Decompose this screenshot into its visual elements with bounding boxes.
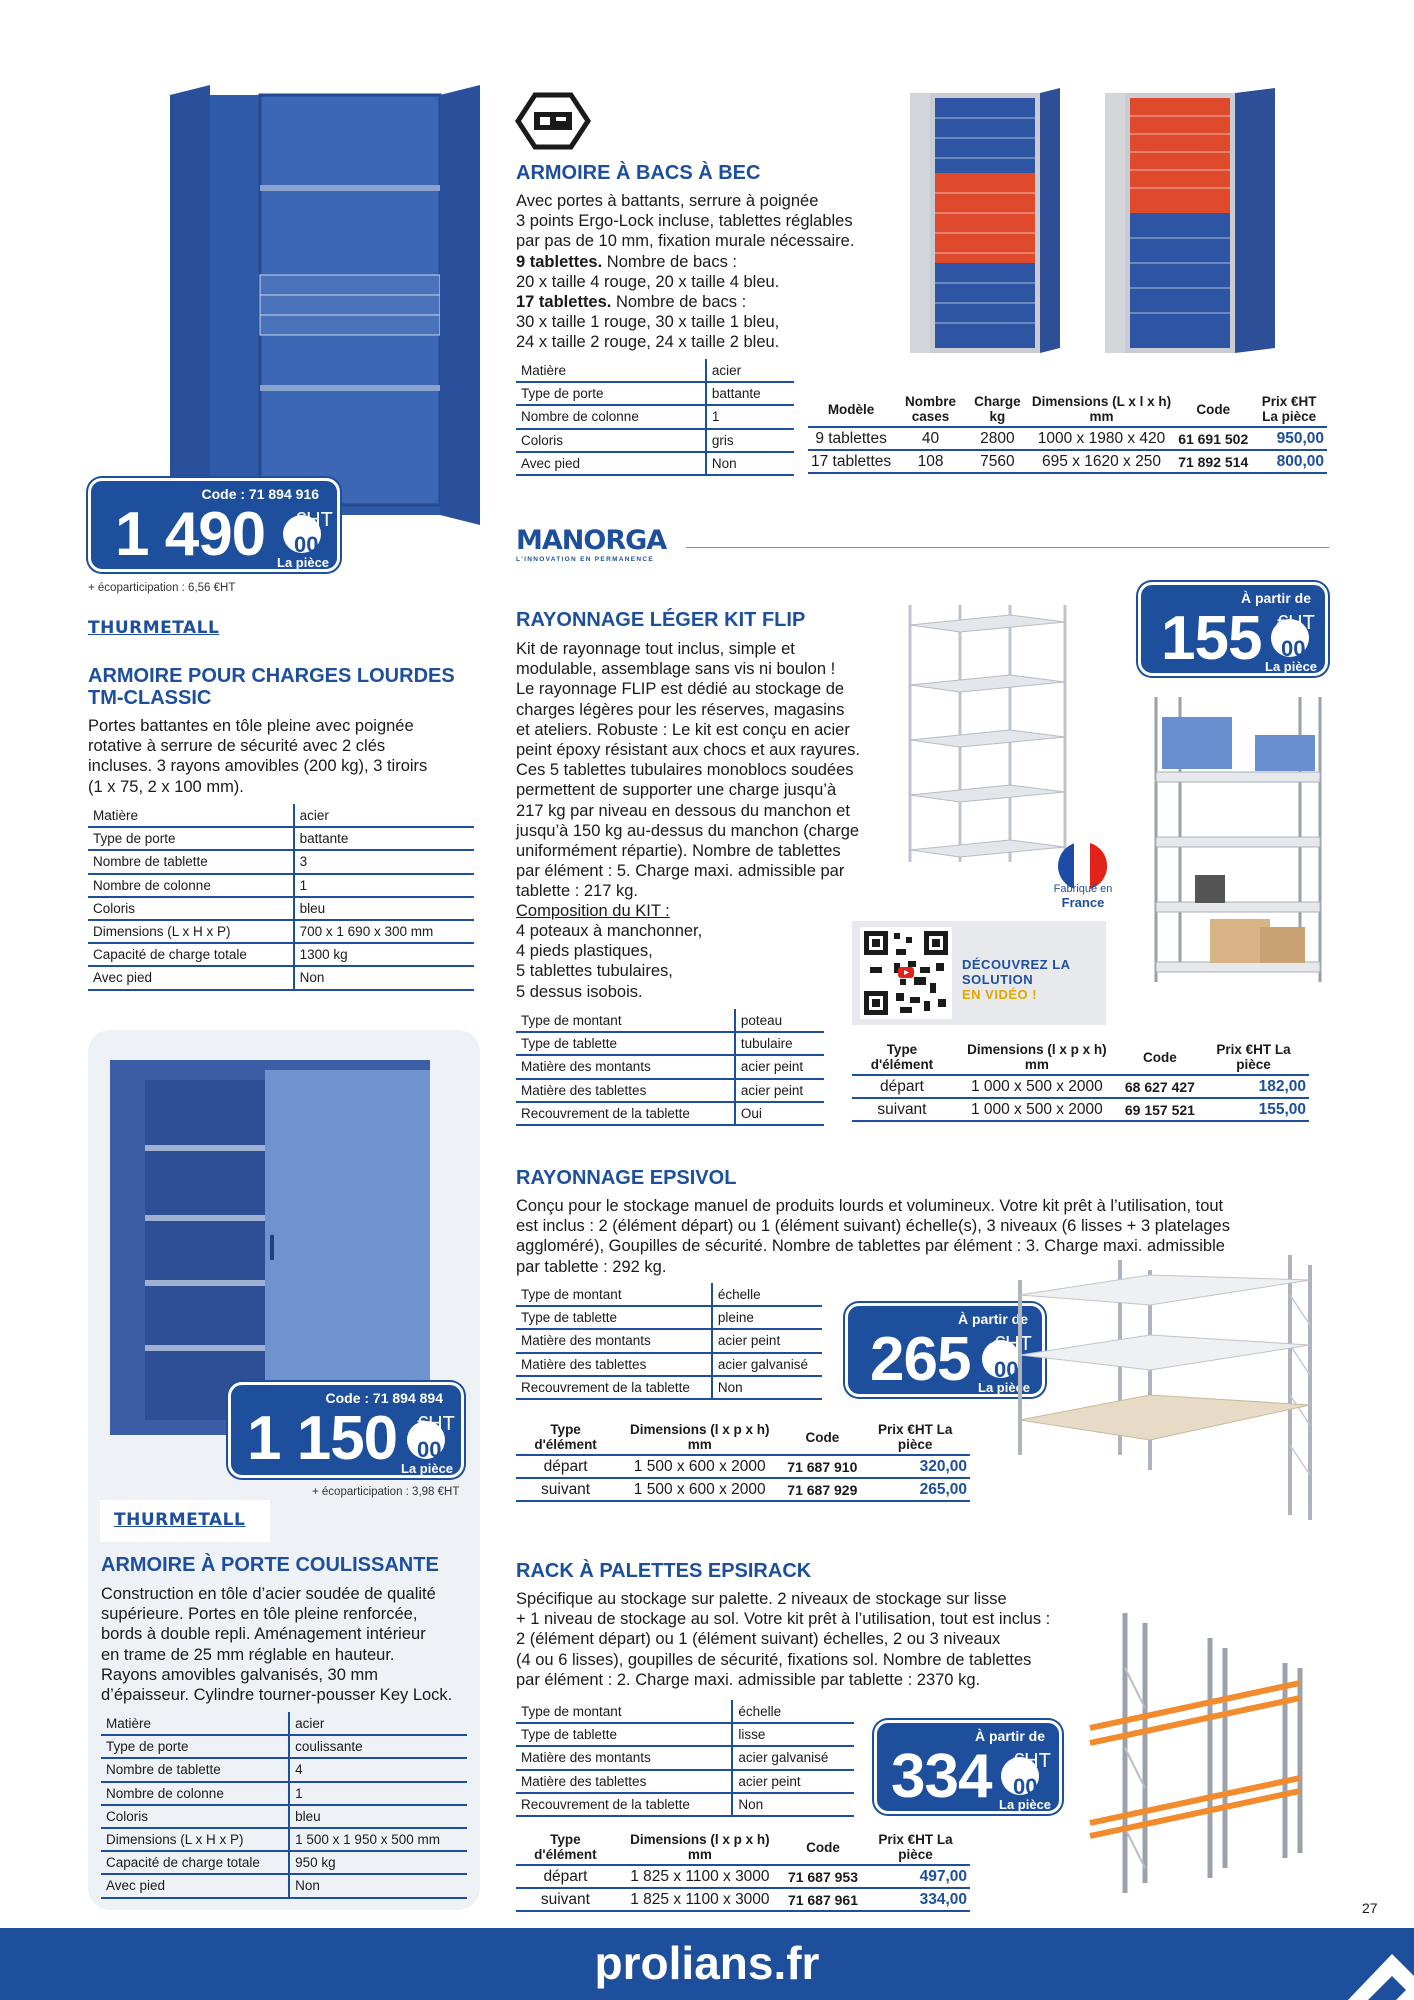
- spec-value: 950 kg: [289, 1851, 467, 1874]
- price-currency: €HT: [1277, 612, 1315, 634]
- table-cell: 17 tablettes: [808, 450, 894, 473]
- table-cell: 1 500 x 600 x 2000: [615, 1455, 784, 1478]
- table-cell: suivant: [852, 1098, 952, 1121]
- spec-row: [516, 1353, 822, 1376]
- table-cell: 7560: [967, 450, 1028, 473]
- spec-label: Dimensions (L x H x P): [101, 1828, 289, 1851]
- flip-spec-table: [516, 1009, 824, 1126]
- spec-label: Capacité de charge totale: [88, 943, 294, 966]
- table-cell: suivant: [516, 1888, 615, 1911]
- description-line: bords à double repli. Aménagement intérieur: [101, 1625, 426, 1644]
- eco-participation: + écoparticipation : 3,98 €HT: [312, 1486, 460, 1498]
- spec-row: [101, 1851, 467, 1874]
- spec-value: acier: [294, 804, 474, 827]
- description-line: 5 dessus isobois.: [516, 982, 643, 1001]
- column-header: Charge kg: [967, 392, 1028, 427]
- spec-value: 700 x 1 690 x 300 mm: [294, 920, 474, 943]
- table-cell: 71 892 514: [1175, 450, 1251, 473]
- table-cell: 9 tablettes: [808, 427, 894, 450]
- thurmetall-logo-box: [100, 1500, 270, 1542]
- table-header-row: [516, 1830, 970, 1865]
- spec-label: Type de tablette: [516, 1306, 712, 1329]
- flip-title: RAYONNAGE LÉGER KIT FLIP: [516, 609, 806, 631]
- spec-label: Nombre de tablette: [101, 1758, 289, 1781]
- eco-participation: + écoparticipation : 6,56 €HT: [88, 582, 236, 594]
- description-line: par élément : 2. Charge maxi. admissible par tablette : 2370 kg.: [516, 1670, 981, 1689]
- description-line: charges légères pour les réserves, magasins: [516, 700, 845, 719]
- tm-classic-title: ARMOIRE POUR CHARGES LOURDES TM-CLASSIC: [88, 665, 455, 709]
- column-header: Prix €HT La pièce: [860, 1420, 970, 1455]
- spec-row: [516, 1746, 854, 1769]
- description-line: tablette : 217 kg.: [516, 882, 639, 901]
- description-line: modulable, assemblage sans vis ni boulon !: [516, 660, 836, 679]
- spec-row: [101, 1758, 467, 1781]
- spec-label: Type de montant: [516, 1009, 735, 1032]
- price-integer: 155: [1161, 604, 1262, 673]
- flip-kit-list: [516, 921, 702, 1002]
- description-line: Construction en tôle d’acier soudée de qualité: [101, 1585, 436, 1603]
- product-code: Code : 71 894 894: [325, 1390, 443, 1406]
- spec-label: Nombre de tablette: [88, 850, 294, 873]
- spec-label: Matière des tablettes: [516, 1353, 712, 1376]
- spec-row: [88, 943, 474, 966]
- table-cell: 108: [894, 450, 967, 473]
- column-header: Type d'élément: [516, 1830, 615, 1865]
- description-line: Rayons amovibles galvanisés, 30 mm: [101, 1665, 378, 1684]
- table-cell: 265,00: [860, 1478, 970, 1501]
- epsirack-title: RACK À PALETTES EPSIRACK: [516, 1560, 812, 1582]
- table-cell: 182,00: [1198, 1075, 1309, 1098]
- tm-classic-spec-table: [88, 804, 474, 991]
- spec-value: 1: [289, 1782, 467, 1805]
- manorga-logo: [516, 525, 666, 563]
- table-cell: 320,00: [860, 1455, 970, 1478]
- description-line: 5 tablettes tubulaires,: [516, 962, 673, 981]
- spec-label: Dimensions (L x H x P): [88, 920, 294, 943]
- flip-kit-title: Composition du KIT :: [516, 902, 670, 920]
- price-currency: €HT: [295, 509, 333, 531]
- spec-row: [88, 850, 474, 873]
- description-line: Spécifique au stockage sur palette. 2 niveaux de stockage sur lisse: [516, 1590, 1007, 1608]
- spec-value: échelle: [732, 1700, 854, 1723]
- column-header: Prix €HT La pièce: [861, 1830, 970, 1865]
- spec-row: [88, 897, 474, 920]
- porte-coulissante-title: ARMOIRE À PORTE COULISSANTE: [101, 1554, 439, 1576]
- spec-label: Matière des tablettes: [516, 1079, 735, 1102]
- epsirack-price-box: [874, 1720, 1062, 1814]
- spec-row: [88, 920, 474, 943]
- armoire-bacs-description: Avec portes à battants, serrure à poignée 3 points Ergo-Lock incluse, tablettes réglables par pas de 10 mm, fixation murale nécessaire. 9 tablettes. Nombre de bacs : 20 x taille 4 rouge, 20 x taille 4 bleu. 17 tablettes. Nombre de bacs : 30 x taille 1 rouge, 30 x taille 1 bleu, 24 x taille 2 rouge, 24 x taille 2 bleu.: [516, 192, 855, 352]
- spec-value: acier peint: [732, 1770, 854, 1793]
- spec-label: Recouvrement de la tablette: [516, 1102, 735, 1125]
- spec-value: poteau: [735, 1009, 824, 1032]
- table-cell: 61 691 502: [1175, 427, 1251, 450]
- spec-value: bleu: [289, 1805, 467, 1828]
- description-line: 4 pieds plastiques,: [516, 942, 653, 961]
- price-cents: 00: [1013, 1774, 1038, 1799]
- spec-row: [88, 874, 474, 897]
- spec-value: gris: [706, 429, 794, 452]
- armoire-bacs-spec-table: [516, 359, 794, 476]
- price-cents: 00: [994, 1357, 1019, 1382]
- column-header: Type d'élément: [516, 1420, 615, 1455]
- spec-value: Non: [294, 966, 474, 989]
- table-cell: 950,00: [1251, 427, 1327, 450]
- spec-value: lisse: [732, 1723, 854, 1746]
- table-row: [516, 1865, 970, 1888]
- price-unit: La pièce: [401, 1461, 454, 1476]
- table-cell: 71 687 961: [785, 1888, 861, 1911]
- spec-value: Non: [712, 1376, 822, 1399]
- spec-row: [516, 1770, 854, 1793]
- spec-value: échelle: [712, 1283, 822, 1306]
- table-cell: 155,00: [1198, 1098, 1309, 1121]
- spec-value: 1300 kg: [294, 943, 474, 966]
- table-cell: 334,00: [861, 1888, 970, 1911]
- thurmetall-logo: THURMETALL: [114, 1510, 246, 1530]
- spec-row: [516, 1793, 854, 1816]
- price-cents: 00: [294, 532, 319, 557]
- spec-value: Oui: [735, 1102, 824, 1125]
- price-cents: 00: [1281, 636, 1306, 661]
- description-line: + 1 niveau de stockage au sol. Votre kit prêt à l’utilisation, tout est inclus :: [516, 1610, 1051, 1629]
- spec-row: [88, 966, 474, 989]
- product-code: Code : 71 894 916: [201, 486, 319, 502]
- spec-label: Nombre de colonne: [88, 874, 294, 897]
- description-line: Le rayonnage FLIP est dédié au stockage de: [516, 680, 845, 699]
- spec-label: Matière des montants: [516, 1329, 712, 1352]
- tm-classic-description: Portes battantes en tôle pleine avec poignée rotative à serrure de sécurité avec 2 clés incluses. 3 rayons amovibles (200 kg), 3 tiroirs (1 x 75, 2 x 100 mm).: [88, 717, 428, 796]
- spec-label: Nombre de colonne: [101, 1782, 289, 1805]
- column-header: Code: [784, 1420, 860, 1455]
- spec-value: acier: [706, 359, 794, 382]
- spec-label: Type de porte: [101, 1735, 289, 1758]
- spec-row: [516, 1306, 822, 1329]
- column-header: Code: [1175, 392, 1251, 427]
- column-header: Code: [785, 1830, 861, 1865]
- flip-price-box: [1138, 582, 1328, 676]
- column-header: Type d'élément: [852, 1040, 952, 1075]
- qr-video-text: DÉCOUVREZ LA SOLUTION EN VIDÉO !: [962, 957, 1071, 1002]
- epsirack-price-table: [516, 1830, 970, 1912]
- footer-site-link[interactable]: prolians.fr: [594, 1937, 820, 1989]
- column-header: Nombre cases: [894, 392, 967, 427]
- spec-value: Non: [289, 1874, 467, 1897]
- spec-label: Matière: [88, 804, 294, 827]
- spec-value: Non: [732, 1793, 854, 1816]
- table-cell: 1 825 x 1100 x 3000: [615, 1888, 785, 1911]
- spec-label: Recouvrement de la tablette: [516, 1793, 732, 1816]
- spec-value: acier peint: [735, 1079, 824, 1102]
- table-cell: 71 687 910: [784, 1455, 860, 1478]
- description-line: et ateliers. Robuste : Le kit est conçu en acier: [516, 720, 850, 739]
- porte-coulissante-description: [101, 1584, 452, 1705]
- spec-label: Coloris: [88, 897, 294, 920]
- table-row: [516, 1455, 970, 1478]
- price-from: À partir de: [957, 1311, 1028, 1327]
- spec-value: coulissante: [289, 1735, 467, 1758]
- spec-row: [101, 1828, 467, 1851]
- price-from: À partir de: [974, 1728, 1045, 1744]
- spec-row: [516, 429, 794, 452]
- spec-row: [88, 827, 474, 850]
- spec-label: Recouvrement de la tablette: [516, 1376, 712, 1399]
- table-cell: suivant: [516, 1478, 615, 1501]
- spec-row: [516, 382, 794, 405]
- price-currency: €HT: [994, 1333, 1032, 1355]
- flip-price-table: [852, 1040, 1309, 1122]
- spec-value: acier peint: [712, 1329, 822, 1352]
- epsirack-description: [516, 1589, 1050, 1690]
- qr-video-banner[interactable]: [852, 921, 1106, 1025]
- spec-row: [516, 1079, 824, 1102]
- table-cell: 2800: [967, 427, 1028, 450]
- table-row: [808, 450, 1327, 473]
- table-cell: départ: [516, 1455, 615, 1478]
- spec-label: Matière: [101, 1712, 289, 1735]
- price-unit: La pièce: [1265, 659, 1318, 674]
- page-number: 27: [1362, 1900, 1378, 1916]
- description-line: (4 ou 6 lisses), goupilles de sécurité, fixations sol. Nombre de tablettes: [516, 1650, 1032, 1669]
- spec-row: [101, 1712, 467, 1735]
- table-header-row: [852, 1040, 1309, 1075]
- spec-label: Type de porte: [516, 382, 706, 405]
- price-integer: 334: [891, 1742, 992, 1811]
- spec-label: Capacité de charge totale: [101, 1851, 289, 1874]
- table-cell: départ: [852, 1075, 952, 1098]
- spec-row: [516, 1009, 824, 1032]
- column-header: Dimensions (l x p x h) mm: [615, 1830, 785, 1865]
- spec-row: [101, 1805, 467, 1828]
- spec-row: [516, 359, 794, 382]
- epsivol-shelving-image: [1000, 1255, 1320, 1525]
- table-row: [516, 1888, 970, 1911]
- spec-label: Nombre de colonne: [516, 405, 706, 428]
- description-line: jusqu’à 150 kg au-dessus du manchon (charge: [516, 821, 860, 840]
- description-line: supérieure. Portes en tôle pleine renforcée,: [101, 1605, 418, 1624]
- spec-value: pleine: [712, 1306, 822, 1329]
- column-header: Code: [1122, 1040, 1198, 1075]
- cp-hexagon-logo-icon: [515, 92, 591, 150]
- spec-value: tubulaire: [735, 1032, 824, 1055]
- table-row: [852, 1098, 1309, 1121]
- description-line: Kit de rayonnage tout inclus, simple et: [516, 640, 795, 658]
- spec-label: Type de montant: [516, 1283, 712, 1306]
- table-cell: départ: [516, 1865, 615, 1888]
- spec-label: Type de porte: [88, 827, 294, 850]
- spec-value: 3: [294, 850, 474, 873]
- table-cell: 68 627 427: [1122, 1075, 1198, 1098]
- spec-row: [88, 804, 474, 827]
- epsirack-spec-table: [516, 1700, 854, 1817]
- spec-row: [101, 1874, 467, 1897]
- epsivol-title: RAYONNAGE EPSIVOL: [516, 1167, 737, 1189]
- description-line: uniformément répartie). Nombre de tablettes: [516, 842, 841, 861]
- manorga-brand: MANORGA: [516, 525, 667, 556]
- epsivol-spec-table: [516, 1283, 822, 1400]
- spec-row: [516, 1376, 822, 1399]
- spec-label: Matière des tablettes: [516, 1770, 732, 1793]
- table-cell: 1 000 x 500 x 2000: [952, 1098, 1122, 1121]
- table-header-row: [516, 1420, 970, 1455]
- price-integer: 1 150: [247, 1404, 398, 1473]
- price-unit: La pièce: [277, 555, 330, 570]
- spec-label: Avec pied: [101, 1874, 289, 1897]
- price-cents: 00: [417, 1437, 442, 1462]
- porte-coulissante-price-box: [228, 1382, 464, 1478]
- spec-label: Type de montant: [516, 1700, 732, 1723]
- table-header-row: [808, 392, 1327, 427]
- table-cell: 1000 x 1980 x 420: [1028, 427, 1175, 450]
- price-integer: 1 490: [115, 500, 266, 569]
- spec-label: Avec pied: [88, 966, 294, 989]
- description-line: permettent de supporter une charge jusqu’à: [516, 781, 837, 800]
- column-header: Dimensions (l x p x h) mm: [952, 1040, 1122, 1075]
- description-line: 4 poteaux à manchonner,: [516, 922, 703, 940]
- spec-label: Coloris: [101, 1805, 289, 1828]
- footer-bar: [0, 1928, 1414, 2000]
- spec-row: [516, 1032, 824, 1055]
- description-line: en trame de 25 mm réglable en hauteur.: [101, 1645, 395, 1664]
- table-cell: 69 157 521: [1122, 1098, 1198, 1121]
- spec-row: [516, 1102, 824, 1125]
- table-cell: 800,00: [1251, 450, 1327, 473]
- spec-value: 1: [706, 405, 794, 428]
- manorga-divider: [686, 547, 1329, 548]
- column-header: Prix €HT La pièce: [1251, 392, 1327, 427]
- description-line: est inclus : 2 (élément départ) ou 1 (élément suivant) échelle(s), 3 niveaux (6 lisses + 3 platelages: [516, 1217, 1230, 1236]
- spec-value: battante: [706, 382, 794, 405]
- price-unit: La pièce: [999, 1797, 1052, 1812]
- table-cell: 1 825 x 1100 x 3000: [615, 1865, 785, 1888]
- table-cell: 40: [894, 427, 967, 450]
- spec-value: 1 500 x 1 950 x 500 mm: [289, 1828, 467, 1851]
- epsirack-pallet-rack-image: [1085, 1608, 1325, 1898]
- tm-classic-cabinet-image: [160, 85, 480, 525]
- spec-value: acier galvanisé: [712, 1353, 822, 1376]
- spec-value: acier: [289, 1712, 467, 1735]
- description-line: Ces 5 tablettes tubulaires monoblocs soudées: [516, 761, 854, 780]
- spec-label: Avec pied: [516, 452, 706, 475]
- spec-value: Non: [706, 452, 794, 475]
- price-integer: 265: [870, 1325, 971, 1394]
- table-row: [808, 427, 1327, 450]
- footer-chevron-icon: [1320, 1928, 1414, 2000]
- price-currency: €HT: [417, 1413, 455, 1435]
- spec-row: [516, 1283, 822, 1306]
- table-cell: 497,00: [861, 1865, 970, 1888]
- table-cell: 1 000 x 500 x 2000: [952, 1075, 1122, 1098]
- table-row: [516, 1478, 970, 1501]
- spec-value: acier peint: [735, 1055, 824, 1078]
- flip-description: [516, 639, 860, 902]
- spec-value: battante: [294, 827, 474, 850]
- table-cell: 695 x 1620 x 250: [1028, 450, 1175, 473]
- bin-cabinets-image: [905, 88, 1325, 358]
- spec-row: [101, 1735, 467, 1758]
- description-line: Conçu pour le stockage manuel de produits lourds et volumineux. Votre kit prêt à l’utilisation, tout: [516, 1197, 1224, 1215]
- price-from: À partir de: [1240, 590, 1311, 606]
- spec-label: Type de tablette: [516, 1723, 732, 1746]
- spec-label: Matière des montants: [516, 1055, 735, 1078]
- spec-row: [516, 452, 794, 475]
- spec-row: [516, 1700, 854, 1723]
- description-line: aggloméré), Goupilles de sécurité. Nombre de tablettes par élément : 3. Charge maxi. admissible: [516, 1237, 1225, 1256]
- epsivol-price-table: [516, 1420, 970, 1502]
- spec-row: [101, 1782, 467, 1805]
- spec-label: Coloris: [516, 429, 706, 452]
- description-line: peint époxy résistant aux chocs et aux rayures.: [516, 741, 860, 760]
- spec-row: [516, 1329, 822, 1352]
- table-row: [852, 1075, 1309, 1098]
- porte-coulissante-cabinet-image: [105, 1055, 435, 1435]
- armoire-bacs-title: ARMOIRE À BACS À BEC: [516, 162, 761, 184]
- manorga-tagline: L'INNOVATION EN PERMANENCE: [516, 556, 655, 563]
- column-header: Dimensions (L x l x h) mm: [1028, 392, 1175, 427]
- description-line: 2 (élément départ) ou 1 (élément suivant) échelles, 2 ou 3 niveaux: [516, 1630, 1001, 1649]
- spec-value: acier galvanisé: [732, 1746, 854, 1769]
- description-line: par élément : 5. Charge maxi. admissible par: [516, 862, 845, 881]
- description-line: 217 kg par niveau en dessous du manchon et: [516, 801, 850, 820]
- price-currency: €HT: [1013, 1750, 1051, 1772]
- thurmetall-logo: THURMETALL: [88, 618, 220, 638]
- description-line: par tablette : 292 kg.: [516, 1257, 667, 1276]
- spec-label: Type de tablette: [516, 1032, 735, 1055]
- porte-coulissante-spec-table: [101, 1712, 467, 1899]
- spec-label: Matière des montants: [516, 1746, 732, 1769]
- spec-label: Matière: [516, 359, 706, 382]
- table-cell: 71 687 953: [785, 1865, 861, 1888]
- flip-shelf-boxes-image: [1150, 697, 1330, 987]
- spec-row: [516, 405, 794, 428]
- armoire-bacs-model-table: [808, 392, 1327, 474]
- column-header: Modèle: [808, 392, 894, 427]
- table-cell: 1 500 x 600 x 2000: [615, 1478, 784, 1501]
- description-line: d’épaisseur. Cylindre tourner-pousser Key Lock.: [101, 1686, 453, 1705]
- made-in-france-label: Fabriqué en France: [1053, 883, 1113, 910]
- spec-value: 1: [294, 874, 474, 897]
- tm-classic-price-box: [88, 478, 340, 572]
- table-cell: 71 687 929: [784, 1478, 860, 1501]
- column-header: Prix €HT La pièce: [1198, 1040, 1309, 1075]
- spec-row: [516, 1055, 824, 1078]
- column-header: Dimensions (l x p x h) mm: [615, 1420, 784, 1455]
- price-unit: La pièce: [978, 1380, 1031, 1395]
- flip-shelving-image: [900, 600, 1080, 870]
- spec-value: bleu: [294, 897, 474, 920]
- qr-code-icon: [860, 927, 952, 1019]
- spec-row: [516, 1723, 854, 1746]
- spec-value: 4: [289, 1758, 467, 1781]
